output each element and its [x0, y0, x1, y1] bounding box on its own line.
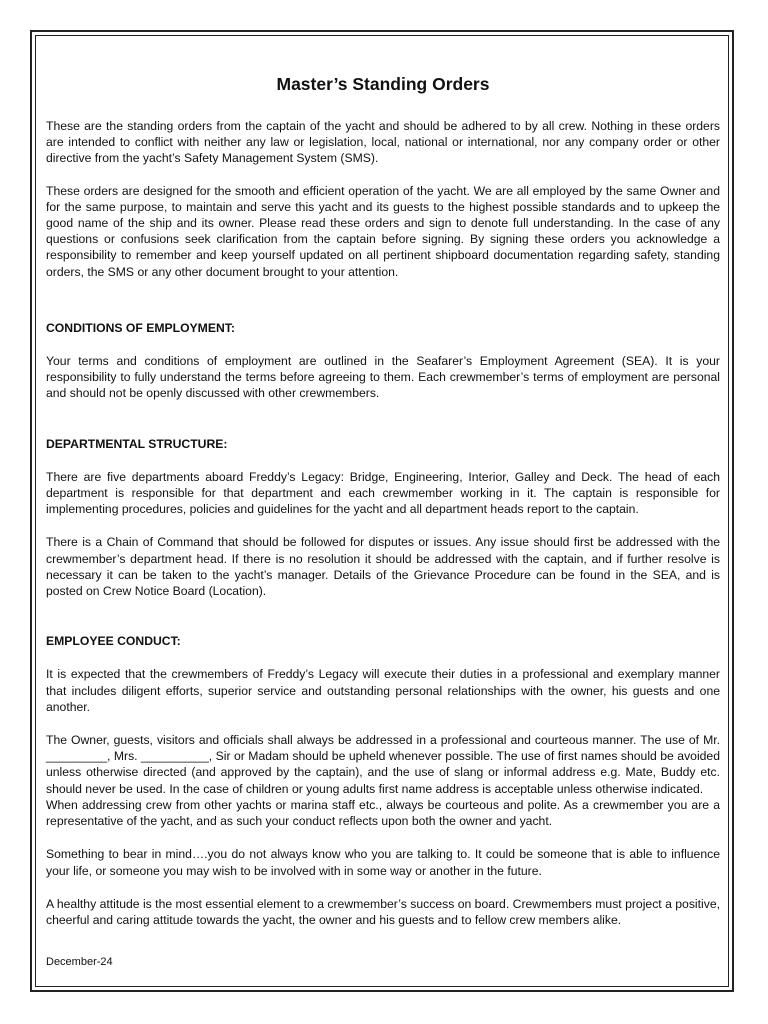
conduct-paragraph-1: It is expected that the crewmembers of Freddy’s Legacy will execute their duties in a professional and exemplary manner that includes diligent efforts, superior service and outstanding personal relationships with the owner, his guests and one another. [46, 667, 720, 714]
structure-paragraph-1: There are five departments aboard Freddy’s Legacy: Bridge, Engineering, Interior, Galley and Deck. The head of each department is responsible for that department and each crewmember working in it. The captain is responsible for implementing procedures, policies and guidelines for the yacht and all department heads report to the captain. [46, 469, 720, 517]
document-body [46, 72, 720, 928]
intro-paragraph-2: These orders are designed for the smooth and efficient operation of the yacht. We are all employed by the same Owner and for the same purpose, to maintain and serve this yacht and its guests to the highest possible standards and to upkeep the good name of the ship and its owner. Please read these orders and sign to denote full understanding. In the case of any questions or confusions seek clarification from the captain before signing. By signing these orders you acknowledge a responsibility to remember and keep yourself updated on all pertinent shipboard documentation regarding safety, standing orders, the SMS or any other document brought to your attention. [46, 183, 720, 279]
footer-date: December-24 [46, 956, 113, 968]
section-heading-structure: DEPARTMENTAL STRUCTURE: [46, 436, 228, 451]
intro-paragraph-1: These are the standing orders from the captain of the yacht and should be adhered to by all crew. Nothing in these orders are intended to conflict with neither any law or legislation, local, national or international, nor any company order or other directive from the yacht’s Safety Management System (SMS). [46, 119, 720, 166]
section-heading-employment: CONDITIONS OF EMPLOYMENT: [46, 320, 235, 335]
employment-paragraph-1: Your terms and conditions of employment are outlined in the Seafarer’s Employment Agreement (SEA). It is your responsibility to fully understand the terms before agreeing to them. Each crewmember’s terms of employment are personal and should not be openly discussed with other crewmembers. [46, 354, 720, 401]
conduct-paragraph-4: Something to bear in mind….you do not always know who you are talking to. It could be someone that is able to influence your life, or someone you may wish to be involved with in some way or another in the future. [46, 847, 720, 878]
conduct-paragraph-5: A healthy attitude is the most essential element to a crewmember’s success on board. Crewmembers must project a positive, cheerful and caring attitude towards the yacht, the owner and his guests and to fellow crew members alike. [46, 896, 720, 927]
section-heading-conduct: EMPLOYEE CONDUCT: [46, 634, 181, 649]
conduct-paragraph-2: The Owner, guests, visitors and officials shall always be addressed in a professional and courteous manner. The use of Mr. _________, Mrs. __________, Sir or Madam should be upheld whenever possible. The use of first names should be avoided unless otherwise directed (and approved by the captain), and the use of slang or informal address e.g. Mate, Buddy etc. should never be used. In the case of children or young adults first name address is acceptable unless otherwise indicated. [46, 733, 720, 796]
document-title: Master’s Standing Orders [276, 74, 490, 94]
conduct-paragraph-3: When addressing crew from other yachts or marina staff etc., always be courteous and polite. As a crewmember you are a representative of the yacht, and as such your conduct reflects upon both the owner and yacht. [46, 797, 720, 829]
structure-paragraph-2: There is a Chain of Command that should be followed for disputes or issues. Any issue should first be addressed with the crewmember’s department head. If there is no resolution it should be addressed with the captain, and if further resolve is necessary it can be taken to the yacht’s manager. Details of the Grievance Procedure can be found in the SEA, and is posted on Crew Notice Board (Location). [46, 535, 720, 599]
